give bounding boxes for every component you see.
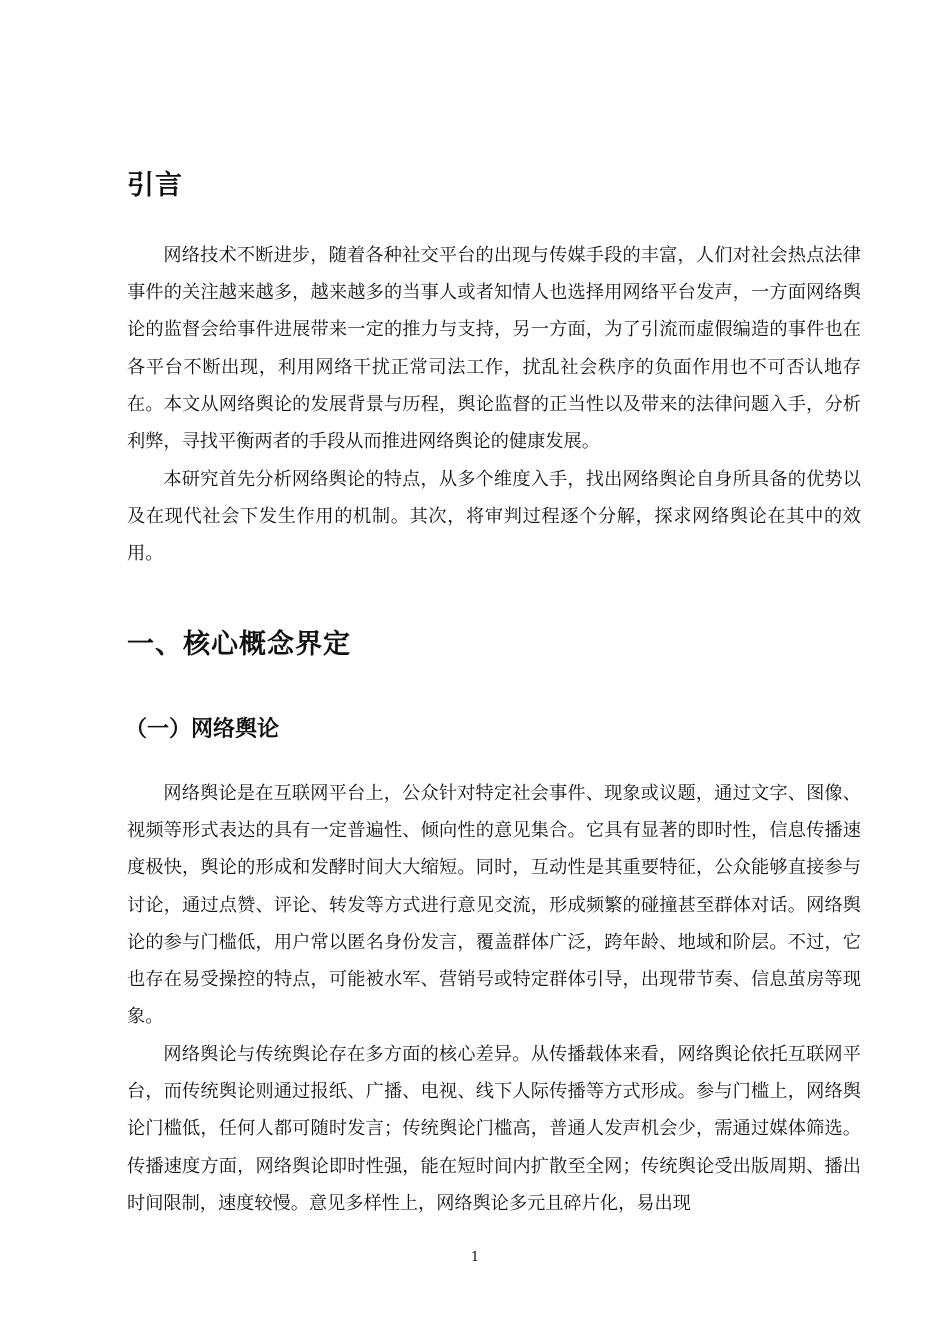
- intro-paragraph-1: 网络技术不断进步，随着各种社交平台的出现与传媒手段的丰富，人们对社会热点法律事件的关注越来越多，越来越多的当事人或者知情人也选择用网络平台发声，一方面网络舆论的监督会给事件进展带来一定的推力与支持，另一方面，为了引流而虚假编造的事件也在各平台不断出现，利用网络干扰正常司法工作，扰乱社会秩序的负面作用也不可否认地存在。本文从网络舆论的发展背景与历程，舆论监督的正当性以及带来的法律问题入手，分析利弊，寻找平衡两者的手段从而推进网络舆论的健康发展。: [127, 245, 861, 453]
- section1-paragraph-2: 网络舆论与传统舆论存在多方面的核心差异。从传播载体来看，网络舆论依托互联网平台，而传统舆论则通过报纸、广播、电视、线下人际传播等方式形成。参与门槛上，网络舆论门槛低，任何人都可随时发言；传统舆论门槛高，普通人发声机会少，需通过媒体筛选。传播速度方面，网络舆论即时性强，能在短时间内扩散至全网；传统舆论受出版周期、播出时间限制，速度较慢。意见多样性上，网络舆论多元且碎片化，易出现: [127, 1044, 861, 1214]
- section1-heading: （一）网络舆论: [125, 717, 280, 742]
- intro-heading: 引言: [127, 170, 183, 201]
- chapter1-heading: 一、核心概念界定: [127, 629, 351, 660]
- intro-paragraph-2: 本研究首先分析网络舆论的特点，从多个维度入手，找出网络舆论自身所具备的优势以及在现代社会下发生作用的机制。其次，将审判过程逐个分解，探求网络舆论在其中的效用。: [127, 469, 861, 565]
- page-number: 1: [470, 1250, 480, 1265]
- section1-paragraph-1: 网络舆论是在互联网平台上，公众针对特定社会事件、现象或议题，通过文字、图像、视频等形式表达的具有一定普遍性、倾向性的意见集合。它具有显著的即时性，信息传播速度极快，舆论的形成和发酵时间大大缩短。同时，互动性是其重要特征，公众能够直接参与讨论，通过点赞、评论、转发等方式进行意见交流，形成频繁的碰撞甚至群体对话。网络舆论的参与门槛低，用户常以匿名身份发言，覆盖群体广泛，跨年龄、地域和阶层。不过，它也存在易受操控的特点，可能被水军、营销号或特定群体引导，出现带节奏、信息茧房等现象。: [127, 783, 861, 1028]
